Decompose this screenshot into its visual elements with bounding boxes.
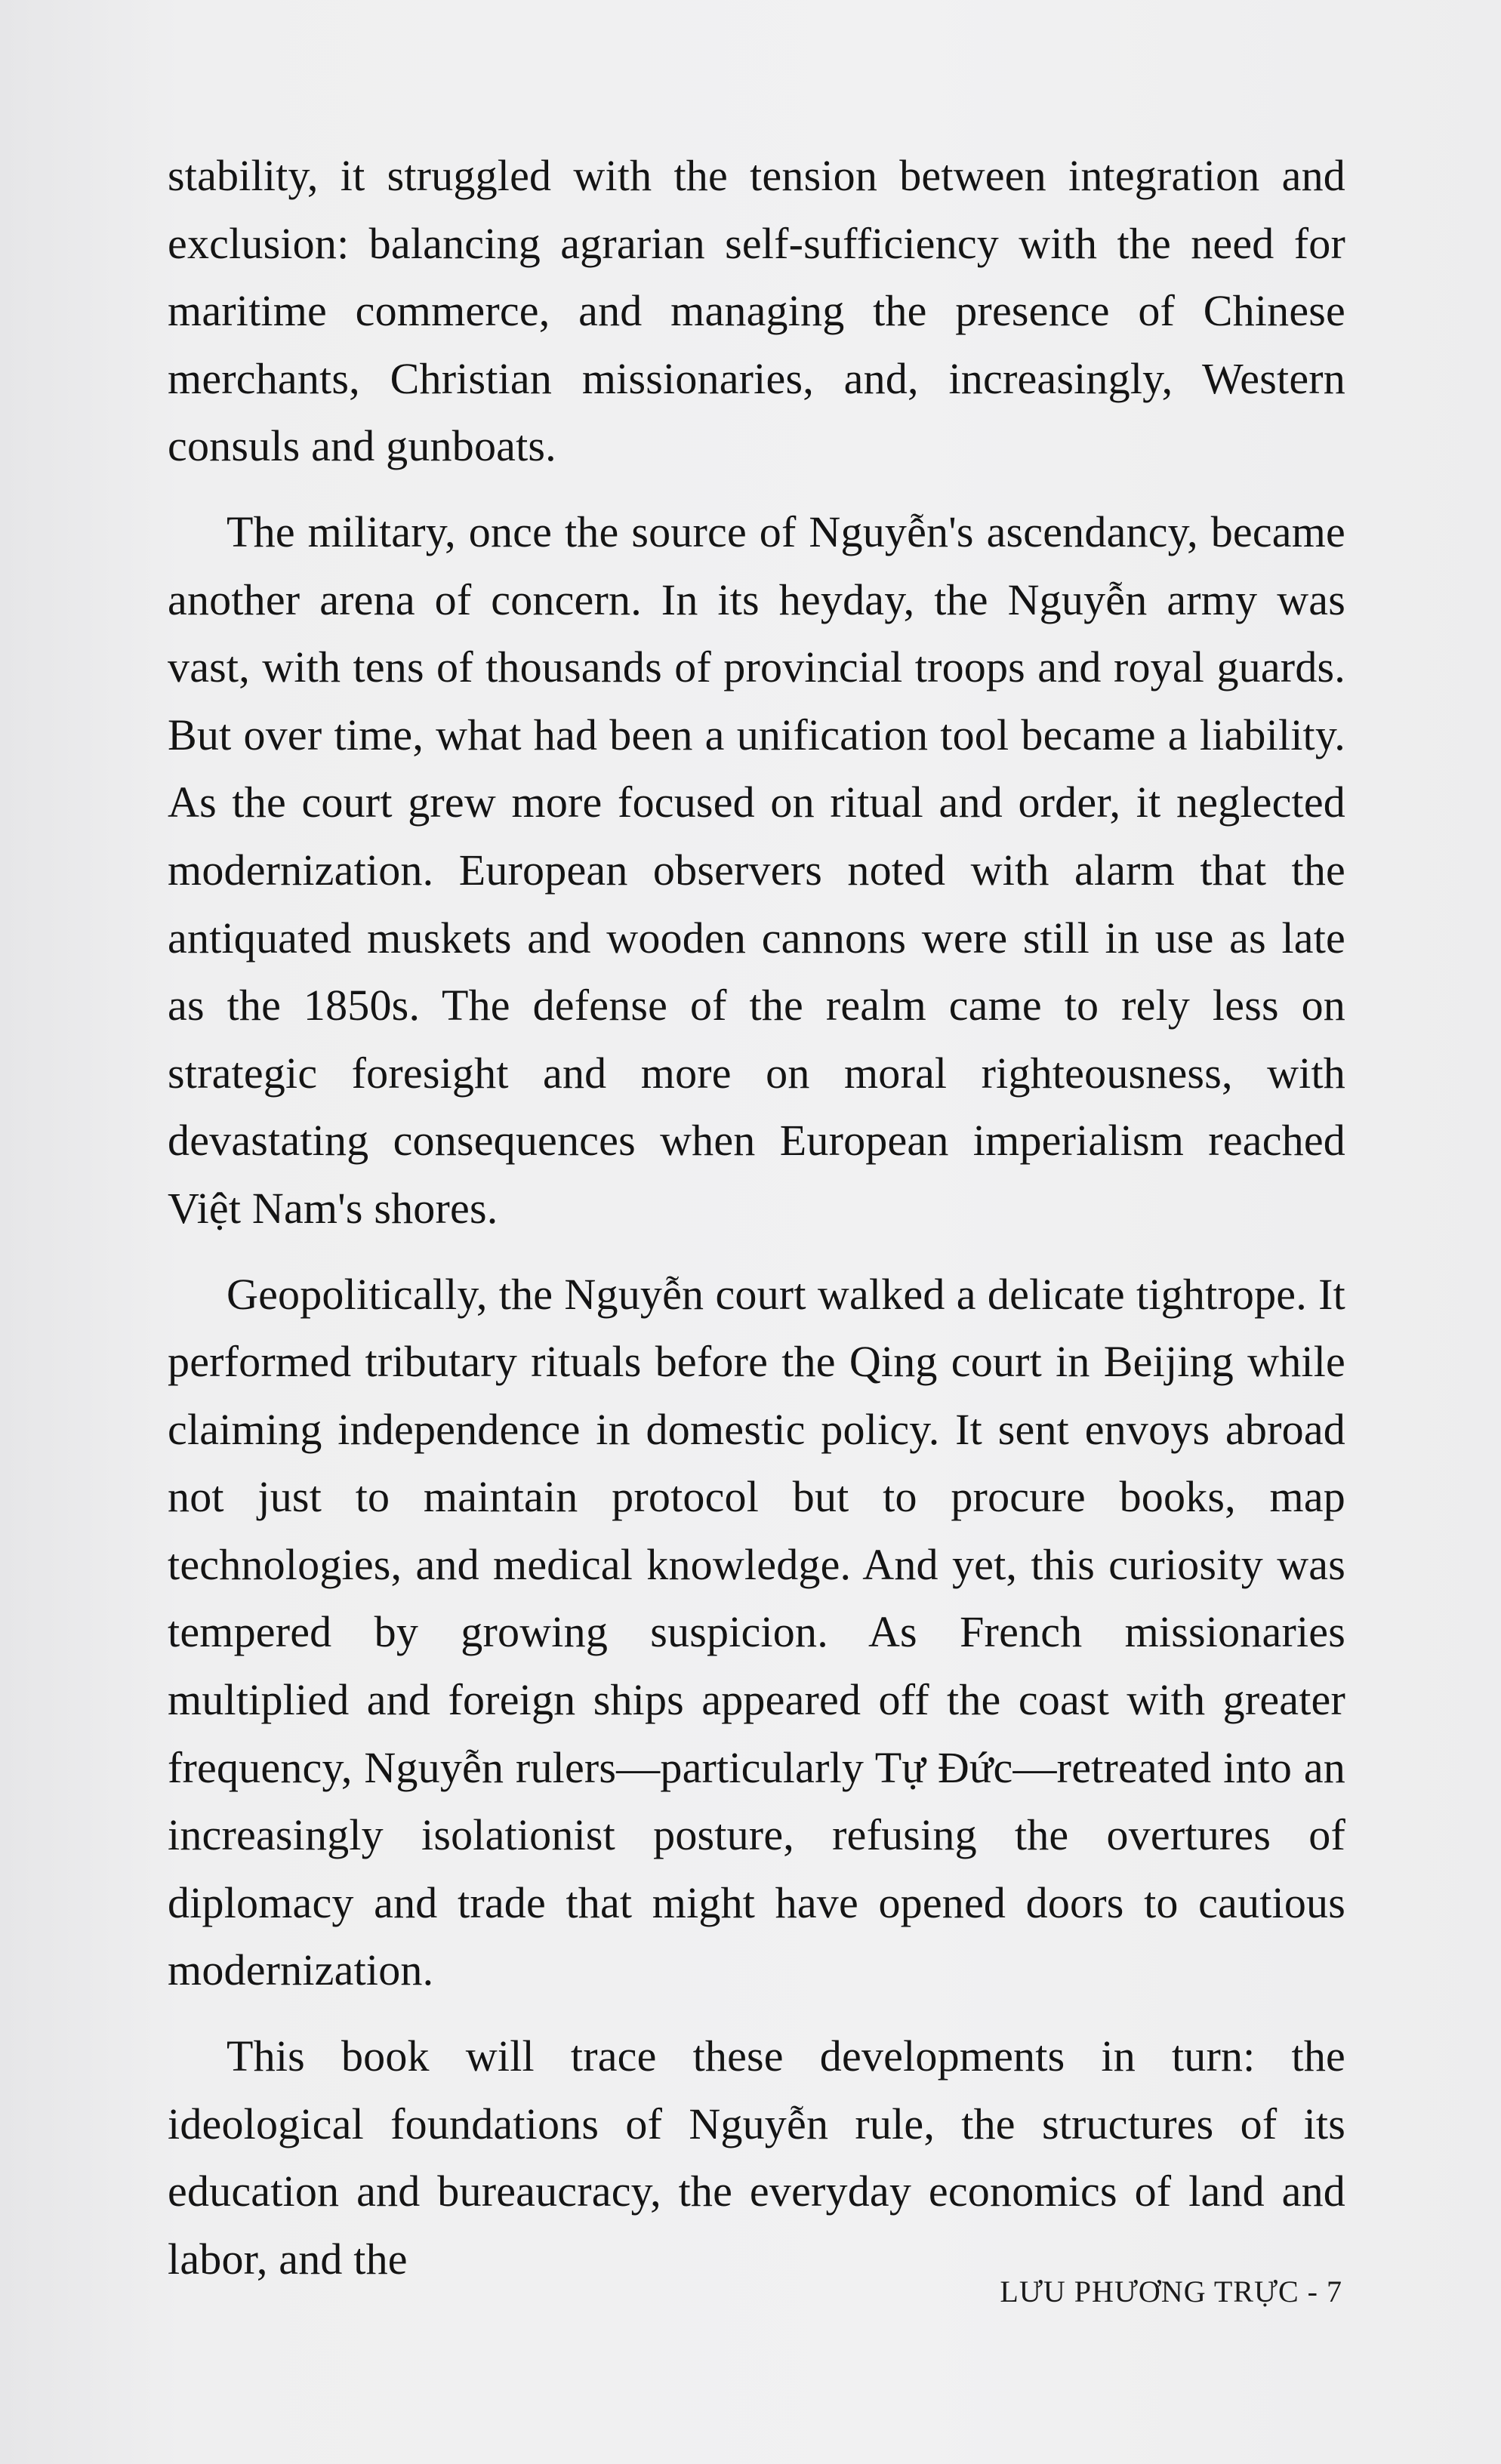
paragraph-geopolitics: Geopolitically, the Nguyễn court walked a delicate tightrope. It performed tributary rituals before the Qing court in Beijing while claiming independence in domestic policy. It sent envoys abroad not just to maintain protocol but to procure books, map technologies, and medical knowledge. And yet, this curiosity was tempered by growing suspicion. As French missionaries multiplied and foreign ships appeared off the coast with greater frequency, Nguyễn rulers—particularly Tự Đức—retreated into an increasingly isolationist posture, refusing the overtures of diplomacy and trade that might have opened doors to cautious modernization. (168, 1269, 1345, 1995)
paragraph-military: The military, once the source of Nguyễn's ascendancy, became another arena of concern. In its heyday, the Nguyễn army was vast, with tens of thousands of provincial troops and royal guards. But over time, what had been a unification tool became a liability. As the court grew more focused on ritual and order, it neglected modernization. European observers noted with alarm that the antiquated muskets and wooden cannons were still in use as late as the 1850s. The defense of the realm came to rely less on strategic foresight and more on moral righteousness, with devastating consequences when European imperialism reached Việt Nam's shores. (168, 507, 1345, 1233)
paragraph-continuation: stability, it struggled with the tension between integration and exclusion: balancing agrarian self-sufficiency with the need for maritime commerce, and managing the presence of Chinese merchants, Christian missionaries, and, increasingly, Western consuls and gunboats. (168, 151, 1345, 471)
paragraph-book-outline: This book will trace these developments in turn: the ideological foundations of Nguyễn rule, the structures of its education and bureaucracy, the everyday economics of land and labor, and the (168, 2031, 1345, 2284)
body-text (168, 142, 1345, 2311)
running-footer: LƯU PHƯƠNG TRỰC - 7 (1000, 2275, 1342, 2308)
